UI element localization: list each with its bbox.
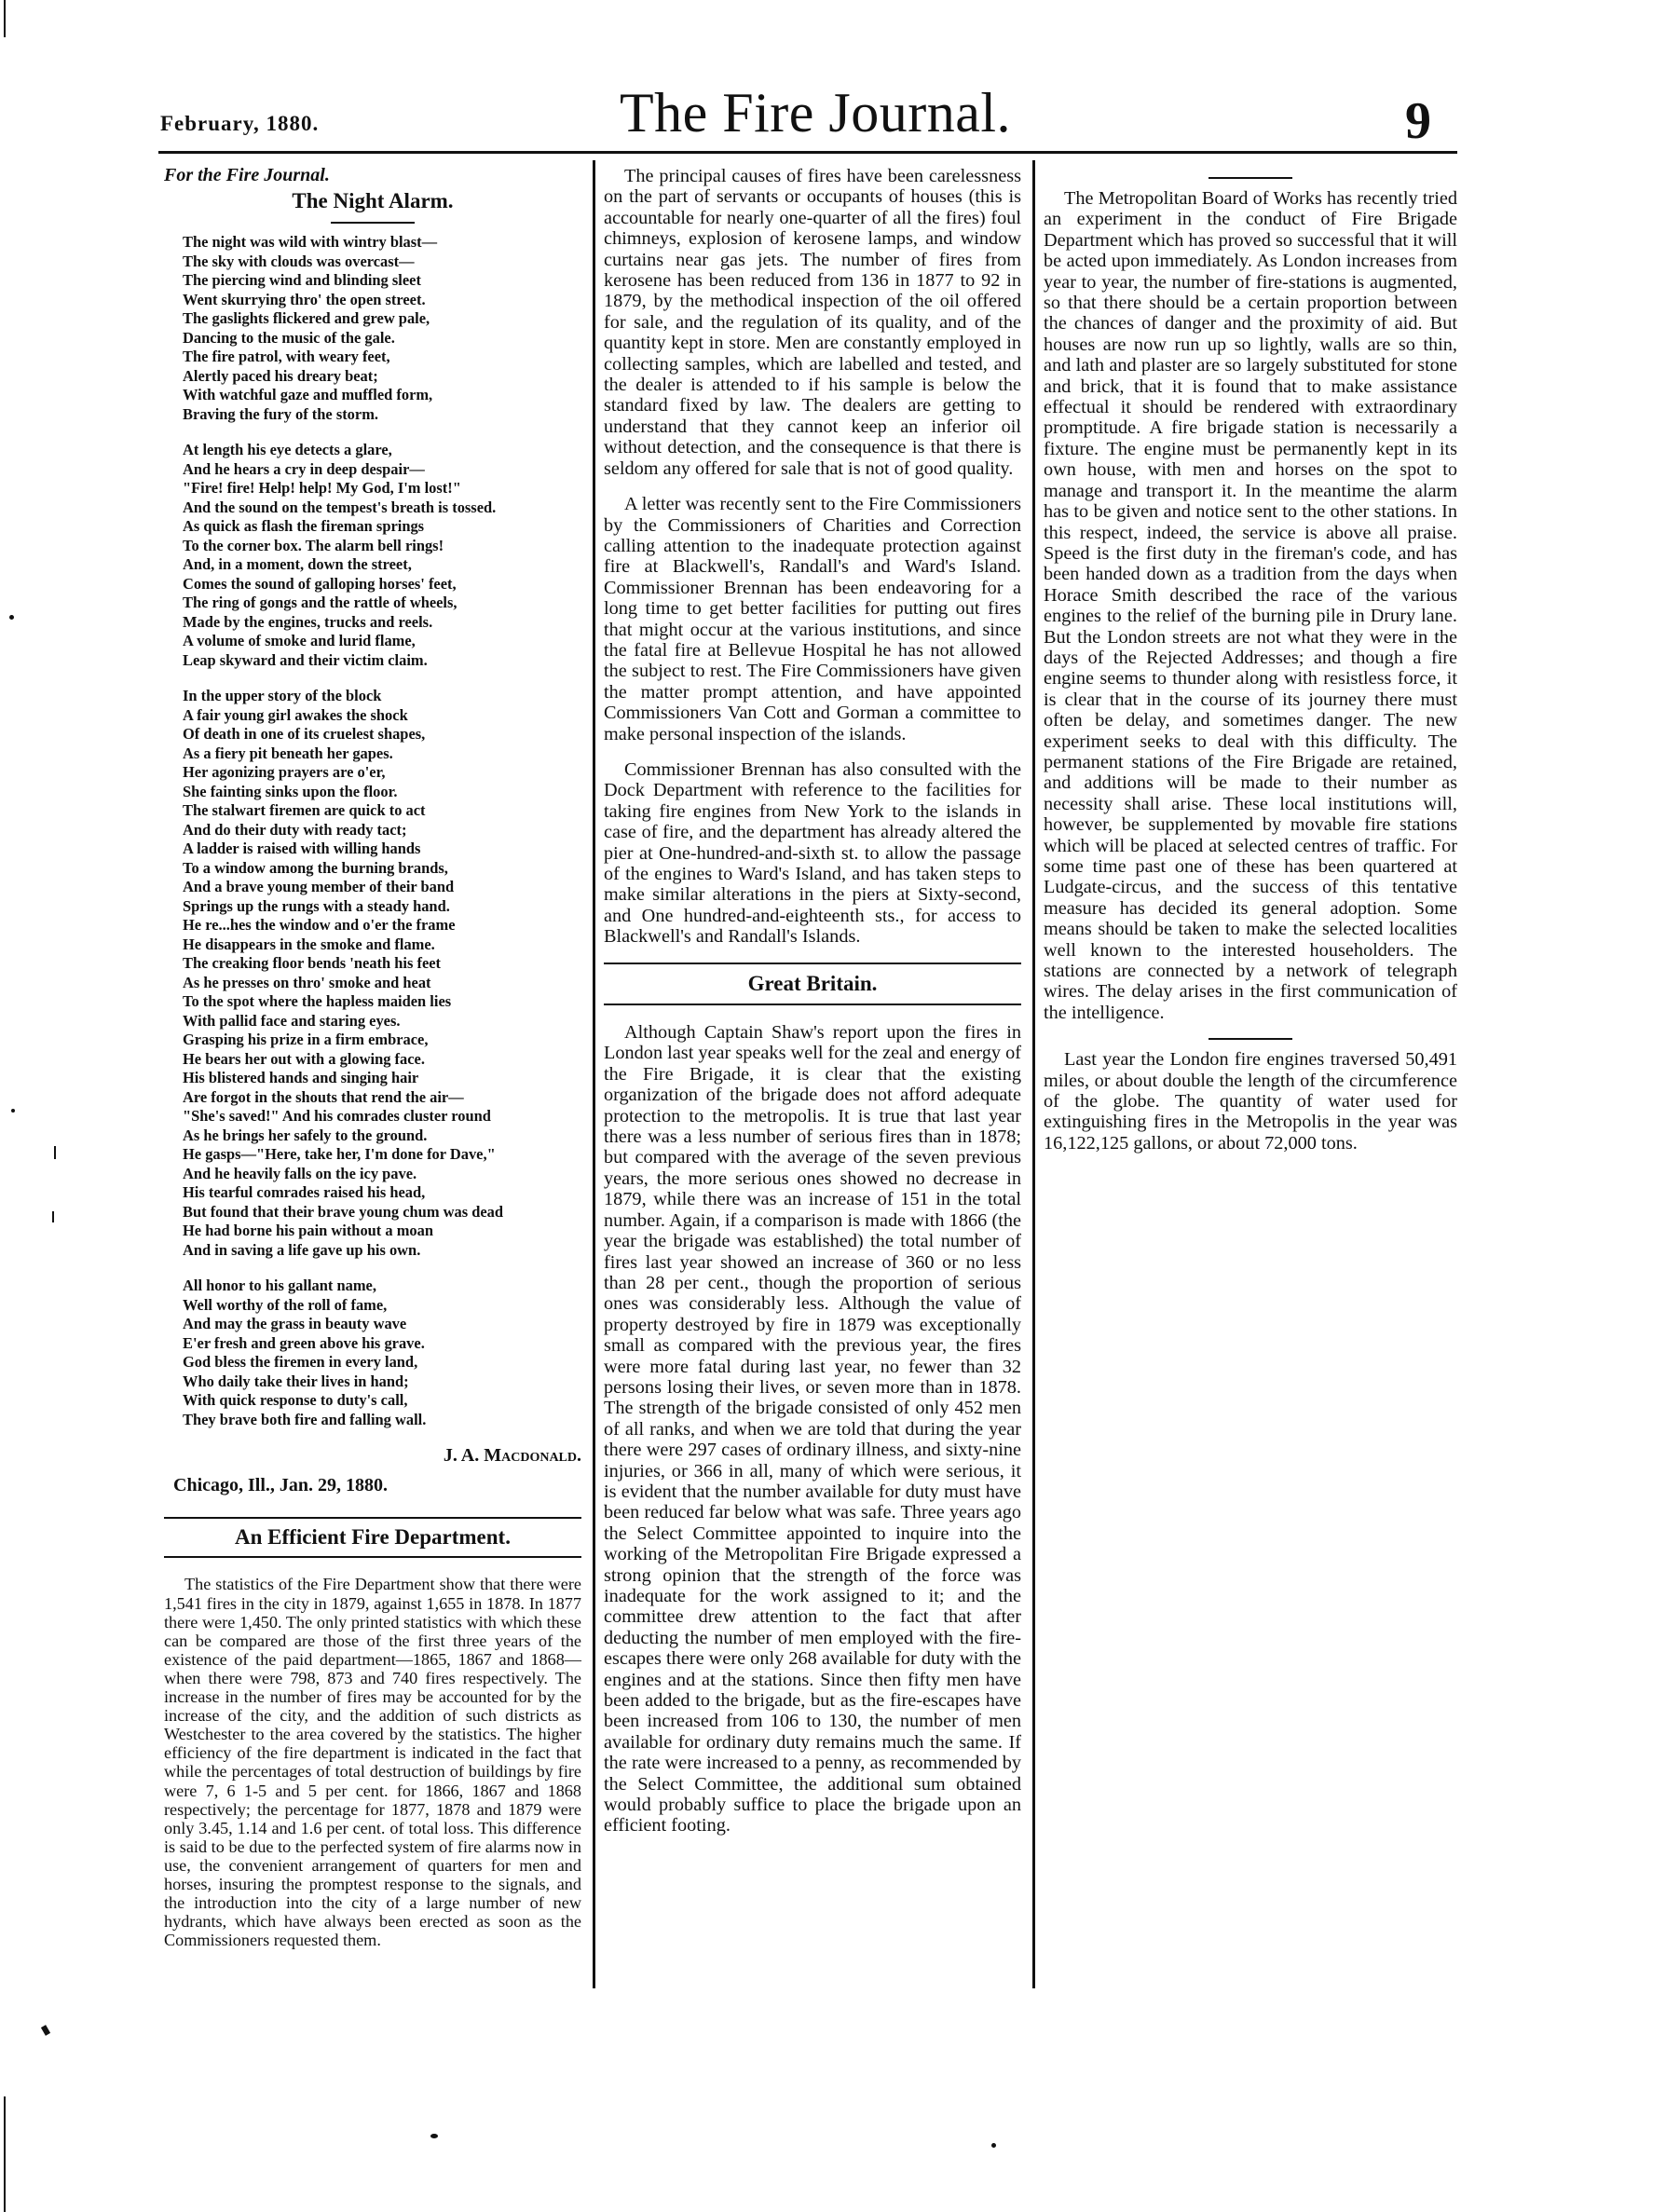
poem-line: Went skurrying thro' the open street.: [183, 290, 426, 308]
section-rule: [1209, 177, 1292, 179]
scan-edge-line: [4, 2096, 6, 2212]
column-1: [164, 166, 581, 1964]
poem-line: But found that their brave young chum was dead: [183, 1202, 504, 1221]
poem-line: To the spot where the hapless maiden lies: [183, 992, 452, 1011]
poem-line: To a window among the burning brands,: [183, 858, 448, 877]
poem-line: They brave both fire and falling wall.: [183, 1410, 427, 1428]
article-paragraph: Last year the London fire engines traversed 50,491 miles, or about double the length of the circumference of the globe. The quantity of water used for extinguishing fires in the Metropolis in the year was 16,122,125 gallons, or about 72,000 tons.: [1044, 1049, 1457, 1154]
poem-line: Leap skyward and their victim claim.: [183, 650, 428, 669]
poem-line: He bears her out with a glowing face.: [183, 1049, 425, 1068]
poem-line: Of death in one of its cruelest shapes,: [183, 725, 426, 744]
issue-date: February, 1880.: [160, 112, 320, 135]
scan-speck: [52, 1211, 54, 1222]
poem-line: And, in a moment, down the street,: [183, 555, 412, 574]
poem-line: He gasps—"Here, take her, I'm done for Dave,": [183, 1145, 496, 1164]
column-rule: [593, 160, 595, 1988]
article-paragraph: Although Captain Shaw's report upon the fires in London last year speaks well for the zeal and energy of the Fire Brigade, it is clear that the existing organization of the brigade does not afford adequate protection to the metropolis. It is true that last year there was a less number of serious fires than in 1878; but compared with the average of the seven previous years, the more serious ones showed no decrease in 1879, while there was an increase of 151 in the total number. Again, if a comparison is made with 1866 (the year the brigade was established) the total number of fires last year showed an increase of 360 or no less than 28 per cent., though the proportion of serious ones was considerably less. Although the value of property destroyed by fire in 1879 was exceptionally small as compared with the previous year, the fires were more fatal during last year, no fewer than 32 persons losing their lives, or seven more than in 1878. The strength of the brigade consisted of only 452 men of all ranks, and when we are told that during the year there were 297 cases of ordinary illness, and sixty-nine injuries, or 366 in all, many of which were serious, it is evident that the number available for duty must have been reduced far below what was safe. Three years ago the Select Committee appointed to inquire into the working of the Metropolitan Fire Brigade expressed a strong opinion that the strength of the force was inadequate for the work assigned to it; and the committee drew attention to the fact that after deducting the number of men employed with the fire-escapes there were only 268 available for duty with the engines and at the stations. Since then fifty men have been added to the brigade, but as the fire-escapes have been increased from 106 to 130, the number of men available for ordinary duty remains much the same. If the rate were increased to a penny, as recommended by the Select Committee, the additional sum obtained would probably suffice to place the brigade upon an efficient footing.: [604, 1022, 1021, 1837]
article-title: Great Britain.: [747, 971, 878, 995]
article-paragraph: Commissioner Brennan has also consulted with the Dock Department with reference to the facilities for taking fire engines from New York to the islands in case of fire, and the department has already altered the pier at One-hundred-and-sixth st. to allow the passage of the engines to Ward's Island, and has taken steps to make similar alterations in the piers at Sixty-second, and One hundred-and-eighteenth sts., for access to Blackwell's and Randall's Islands.: [604, 758, 1021, 948]
poem-line: And he heavily falls on the icy pave.: [183, 1164, 417, 1182]
header-rule: [158, 151, 1457, 154]
poem-line: And he hears a cry in deep despair—: [183, 459, 425, 478]
poem-line: Who daily take their lives in hand;: [183, 1372, 409, 1390]
poem-line: The creaking floor bends 'neath his feet: [183, 954, 442, 973]
poem-line: The gaslights flickered and grew pale,: [183, 309, 430, 328]
poem-line: The stalwart firemen are quick to act: [183, 801, 426, 820]
scan-speck: [11, 1109, 15, 1113]
poem-title: The Night Alarm.: [292, 189, 454, 213]
poem-line: The fire patrol, with weary feet,: [183, 348, 390, 366]
poem-stanza: [164, 441, 581, 670]
poem-line: He re...hes the window and o'er the frame: [183, 916, 456, 935]
article-heading-box: [604, 963, 1021, 1005]
poem-body: [164, 233, 581, 1429]
poem-stanza: [164, 687, 581, 1260]
poem-line: And the sound on the tempest's breath is tossed.: [183, 498, 497, 516]
column-3: [1044, 166, 1457, 1168]
article-paragraph: The principal causes of fires have been carelessness on the part of servants or occupants of houses (this is accountable for nearly one-quarter of all the fires) foul chimneys, explosion of kerosene lamps, and window curtains near gas jets. The number of fires from kerosene has been reduced from 136 in 1877 to 92 in 1879, by the methodical inspection of the oil offered for sale, and the regulation of its quality, and of the quantity kept in store. Men are constantly employed in collecting samples, which are labelled and tested, and the dealer is attended to if his sample is below the standard fixed by law. The dealers are getting to understand that they cannot keep an inferior oil without detection, and the consequence is that there is seldom any offered for sale that is not of good quality.: [604, 166, 1021, 479]
scan-speck: [54, 1146, 56, 1159]
scan-edge-line: [4, 0, 6, 37]
poem-line: He disappears in the smoke and flame.: [183, 935, 435, 953]
poem-line: Comes the sound of galloping horses' feet,: [183, 574, 457, 593]
section-rule: [1209, 1038, 1292, 1040]
poem-line: Alertly paced his dreary beat;: [183, 366, 378, 385]
poem-stanza: [164, 233, 581, 424]
poem-line: With quick response to duty's call,: [183, 1391, 408, 1410]
poem-line: Grasping his prize in a firm embrace,: [183, 1031, 429, 1049]
poem-line: Dancing to the music of the gale.: [183, 328, 395, 347]
poem-author: J. A. Macdonald.: [443, 1445, 581, 1467]
poem-line: E'er fresh and green above his grave.: [183, 1333, 425, 1352]
poem-line: As a fiery pit beneath her gapes.: [183, 744, 393, 762]
article-title: An Efficient Fire Department.: [235, 1525, 511, 1550]
poem-line: With watchful gaze and muffled form,: [183, 386, 433, 404]
column-rule: [1032, 160, 1035, 1988]
poem-line: "Fire! fire! Help! help! My God, I'm lost!": [183, 479, 461, 498]
scan-speck: [430, 2134, 438, 2138]
title-rule: [331, 222, 415, 224]
poem-line: As he presses on thro' smoke and heat: [183, 973, 431, 991]
article-paragraph: The statistics of the Fire Department show that there were 1,541 fires in the city in 1879, against 1,655 in 1878. In 1877 there were 1,450. The only printed statistics with which these can be compared are those of the first three years of the existence of the paid department—1865, 1867 and 1868—when there were 798, 873 and 740 fires respectively. The increase in the number of fires may be accounted for by the increase of the city, and the addition of such districts as Westchester to the area covered by the statistics. The higher efficiency of the fire department is indicated in the fact that while the percentages of total destruction of buildings by fire were 7, 6 1-5 and 5 per cent. for 1866, 1867 and 1868 respectively; the percentage for 1877, 1878 and 1879 were only 3.45, 1.14 and 1.6 per cent. of total loss. This difference is said to be due to the perfected system of fire alarms now in use, the convenient arrangement of quarters for men and horses, insuring the promptest response to the signals, and the introduction into the city of a large number of new hydrants, which have always been erected as soon as the Commissioners requested them.: [164, 1575, 581, 1950]
page-number: 9: [1405, 92, 1431, 150]
poem-line: As quick as flash the fireman springs: [183, 517, 425, 536]
poem-line: And a brave young member of their band: [183, 878, 455, 896]
poem-line: He had borne his pain without a moan: [183, 1222, 433, 1240]
poem-line: And in saving a life gave up his own.: [183, 1240, 421, 1259]
poem-line: Are forgot in the shouts that rend the air—: [183, 1087, 464, 1106]
poem-line: A fair young girl awakes the shock: [183, 705, 408, 724]
poem-line: As he brings her safely to the ground.: [183, 1126, 428, 1144]
article-paragraph: A letter was recently sent to the Fire Commissioners by the Commissioners of Charities and Correction calling attention to the inadequate protection against fire at Blackwell's, Randall's and Ward's Island. Commissioner Brennan has been endeavoring for a long time to get better facilities for putting out fires that might occur at the various institutions, and since the fatal fire at Bellevue Hospital he has not allowed the subject to rest. The Fire Commissioners have given the matter prompt attention, and have appointed Commissioners Van Cott and Gorman a committee to make personal inspection of the islands.: [604, 494, 1021, 744]
poem-line: She fainting sinks upon the floor.: [183, 782, 398, 800]
poem-line: The piercing wind and blinding sleet: [183, 271, 421, 290]
poem-line: A volume of smoke and lurid flame,: [183, 632, 416, 650]
poem-line: In the upper story of the block: [183, 687, 382, 705]
poem-line: A ladder is raised with willing hands: [183, 840, 421, 858]
poem-line: Made by the engines, trucks and reels.: [183, 612, 433, 631]
poem-line: To the corner box. The alarm bell rings!: [183, 536, 444, 554]
journal-title: The Fire Journal.: [619, 82, 1012, 143]
poem-line: His tearful comrades raised his head,: [183, 1183, 426, 1202]
poem-line: The night was wild with wintry blast—: [183, 233, 438, 252]
poem-line: And do their duty with ready tact;: [183, 820, 407, 839]
scan-speck: [41, 2025, 50, 2036]
poem-line: And may the grass in beauty wave: [183, 1315, 407, 1333]
article-heading-box: [164, 1517, 581, 1558]
poem-dateline: Chicago, Ill., Jan. 29, 1880.: [173, 1475, 389, 1496]
poem-line: All honor to his gallant name,: [183, 1277, 376, 1295]
poem-line: God bless the firemen in every land,: [183, 1353, 418, 1372]
poem-line: The sky with clouds was overcast—: [183, 252, 415, 270]
poem-line: Well worthy of the roll of fame,: [183, 1295, 388, 1314]
poem-line: Her agonizing prayers are o'er,: [183, 763, 386, 782]
poem-line: "She's saved!" And his comrades cluster round: [183, 1107, 491, 1126]
poem-line: At length his eye detects a glare,: [183, 441, 392, 459]
poem-line: The ring of gongs and the rattle of wheels,: [183, 594, 457, 612]
poem-stanza: [164, 1277, 581, 1429]
poem-kicker: For the Fire Journal.: [164, 165, 330, 185]
poem-line: With pallid face and staring eyes.: [183, 1011, 401, 1030]
column-2: [604, 166, 1021, 1851]
poem-line: His blistered hands and singing hair: [183, 1069, 419, 1087]
poem-line: Springs up the rungs with a steady hand.: [183, 896, 450, 915]
scan-speck: [991, 2143, 996, 2148]
poem-line: Braving the fury of the storm.: [183, 404, 379, 423]
article-paragraph: The Metropolitan Board of Works has recently tried an experiment in the conduct of Fire Brigade Department which has proved so successful that it will be acted upon immediately. As London increases from year to year, the number of fire-stations is augmented, so that there should be a certain proportion between the chances of danger and the proximity of aid. But houses are now run up so lightly, walls are so thin, and lath and plaster are so largely substituted for stone and brick, that it is found that to make assistance effectual it should be rendered with extraordinary promptitude. A fire brigade station is necessarily a fixture. The engine must be permanently kept in its own house, with men and horses on the spot to manage and transport it. In the meantime the alarm has to be given and notice sent to the other stations. In this respect, indeed, the service is above all praise. Speed is the first duty in the fireman's code, and has been handed down as a tradition from the days when Horace Smith described the race of the various engines to the relief of the burning pile in Drury lane. But the London streets are not what they were in the days of the Rejected Addresses; and though a fire engine seems to thunder along with resistless force, it is clear that in the course of its journey there must often be delay, and sometimes danger. The new experiment seeks to deal with this difficulty. The permanent stations of the Fire Brigade are retained, and additions will be made to their number as necessity shall arise. These local institutions will, however, be supplemented by movable fire stations which will be placed at selected centres of traffic. For some time past one of these has been quartered at Ludgate-circus, and the success of this tentative measure has decided its general adoption. Some means should be taken to make the selected localities well known to the interested householders. The stations are connected by a network of telegraph wires. The delay arises in the first communication of the intelligence.: [1044, 188, 1457, 1023]
scan-speck: [9, 615, 14, 620]
